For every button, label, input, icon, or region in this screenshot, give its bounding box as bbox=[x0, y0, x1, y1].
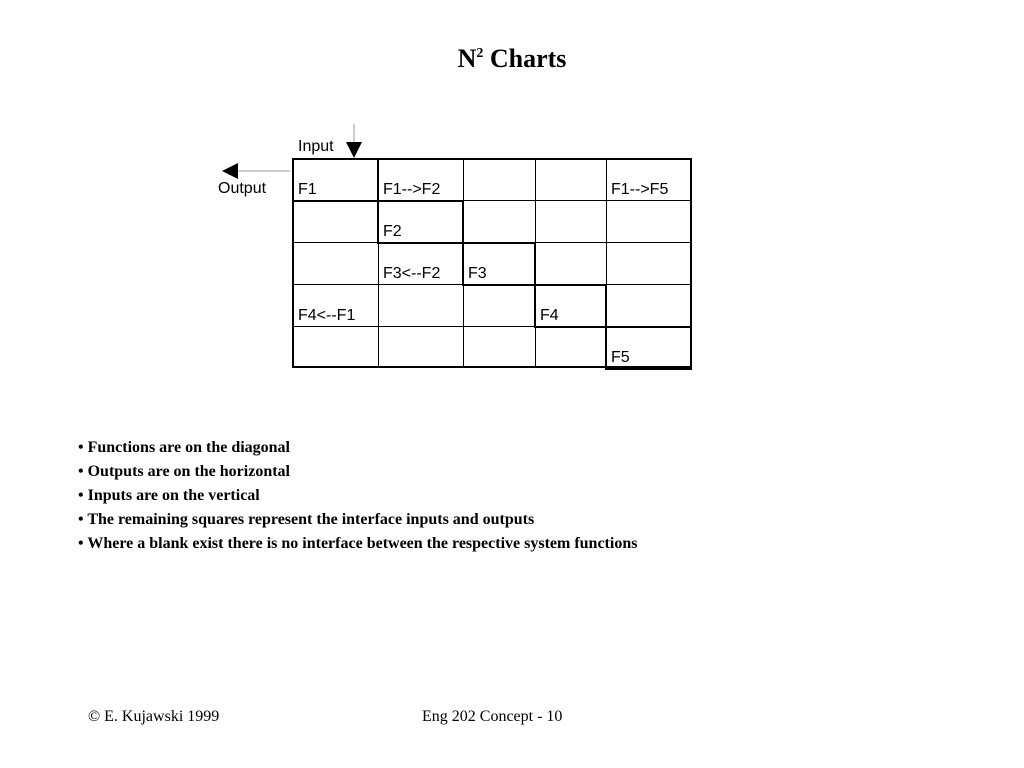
title-rest: Charts bbox=[483, 44, 567, 73]
output-arrow-icon bbox=[220, 160, 292, 182]
bullet-item: • Outputs are on the horizontal bbox=[78, 463, 290, 480]
matrix-cell-label: F2 bbox=[383, 223, 402, 240]
bullet-item: • Inputs are on the vertical bbox=[78, 487, 260, 504]
matrix-interface-cell bbox=[536, 202, 607, 244]
matrix-function-cell bbox=[464, 244, 536, 286]
footer-course: Eng 202 Concept - 10 bbox=[422, 708, 563, 725]
matrix-cell-label: F5 bbox=[611, 349, 630, 366]
matrix-interface-cell bbox=[464, 286, 536, 328]
matrix-interface-cell bbox=[536, 244, 607, 286]
input-arrow-icon bbox=[340, 124, 370, 160]
matrix-interface-cell bbox=[294, 244, 379, 286]
matrix-function-cell bbox=[607, 328, 692, 370]
matrix-interface-cell bbox=[294, 328, 379, 370]
matrix-interface-cell bbox=[379, 328, 464, 370]
footer-copyright: © E. Kujawski 1999 bbox=[88, 708, 220, 725]
matrix-cell-label: F1-->F2 bbox=[383, 181, 441, 198]
matrix-function-cell bbox=[294, 160, 379, 202]
title-superscript: 2 bbox=[476, 46, 484, 61]
matrix-interface-cell bbox=[379, 286, 464, 328]
matrix-interface-cell bbox=[607, 202, 692, 244]
matrix-interface-cell bbox=[536, 328, 607, 370]
matrix-cell-label: F4<--F1 bbox=[298, 307, 356, 324]
matrix-function-cell bbox=[536, 286, 607, 328]
matrix-function-cell bbox=[379, 202, 464, 244]
matrix-interface-cell bbox=[464, 202, 536, 244]
matrix-cell-label: F3 bbox=[468, 265, 487, 282]
matrix-interface-cell bbox=[464, 328, 536, 370]
bullet-item: • Where a blank exist there is no interface between the respective system functions bbox=[78, 535, 638, 552]
matrix-interface-cell bbox=[607, 244, 692, 286]
matrix-interface-cell bbox=[379, 160, 464, 202]
n2-matrix bbox=[292, 158, 692, 368]
bullet-list bbox=[78, 436, 637, 556]
matrix-interface-cell bbox=[294, 202, 379, 244]
matrix-cell-label: F1 bbox=[298, 181, 317, 198]
matrix-interface-cell bbox=[464, 160, 536, 202]
matrix-interface-cell bbox=[294, 286, 379, 328]
matrix-cell-label: F3<--F2 bbox=[383, 265, 441, 282]
bullet-item: • Functions are on the diagonal bbox=[78, 439, 290, 456]
output-label: Output bbox=[218, 180, 267, 197]
page-title bbox=[0, 44, 1024, 74]
input-label: Input bbox=[298, 138, 334, 155]
matrix-interface-cell bbox=[536, 160, 607, 202]
matrix-interface-cell bbox=[379, 244, 464, 286]
title-base: N bbox=[457, 44, 477, 73]
matrix-interface-cell bbox=[607, 286, 692, 328]
matrix-cell-label: F1-->F5 bbox=[611, 181, 669, 198]
matrix-interface-cell bbox=[607, 160, 692, 202]
matrix-cell-label: F4 bbox=[540, 307, 559, 324]
bullet-item: • The remaining squares represent the interface inputs and outputs bbox=[78, 511, 535, 528]
